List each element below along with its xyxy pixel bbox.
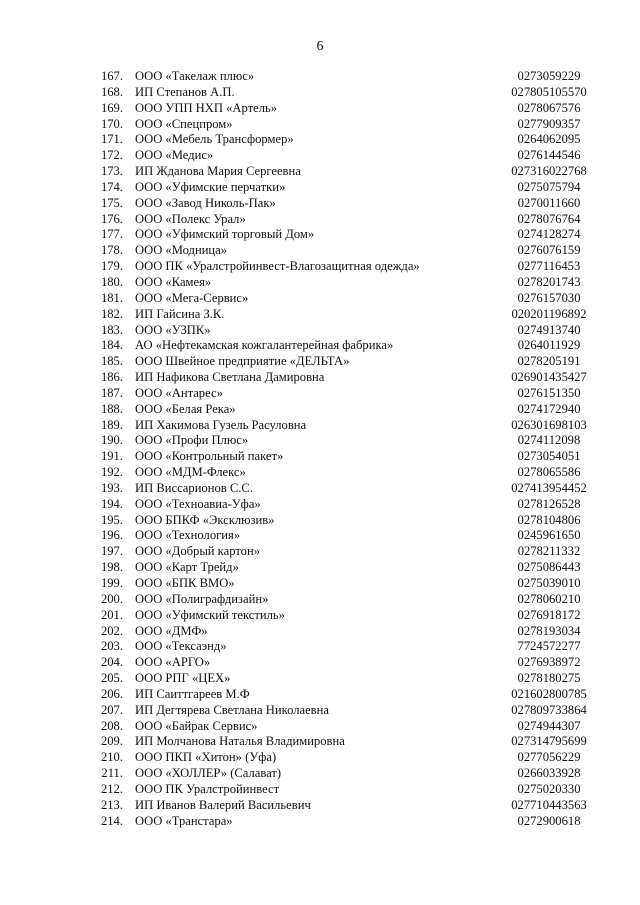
item-number: 200. [100, 591, 123, 606]
item-number: 170. [100, 116, 123, 131]
item-number: 209. [100, 734, 123, 749]
company-list [0, 69, 640, 830]
item-number: 191. [100, 449, 123, 464]
item-number: 188. [100, 401, 123, 416]
company-name: ООО ПК Уралстройинвест [135, 781, 280, 796]
tax-id: 0278067576 [517, 100, 581, 115]
list-item [0, 465, 640, 481]
list-item [0, 243, 640, 259]
list-item [0, 338, 640, 354]
tax-id: 0278201743 [517, 274, 581, 289]
item-number: 185. [100, 354, 123, 369]
tax-id: 0278060210 [517, 591, 581, 606]
company-name: ИП Степанов А.П. [135, 84, 235, 99]
list-item [0, 750, 640, 766]
item-number: 203. [100, 639, 123, 654]
tax-id: 0278205191 [517, 354, 581, 369]
company-name: ООО «Белая Река» [135, 401, 236, 416]
company-name: ООО «Транстара» [135, 813, 233, 828]
company-name: ООО «Мебель Трансформер» [135, 132, 294, 147]
tax-id: 0270011660 [517, 195, 581, 210]
item-number: 171. [100, 132, 123, 147]
list-item [0, 227, 640, 243]
item-number: 177. [100, 227, 123, 242]
item-number: 168. [100, 84, 123, 99]
company-name: ООО «Спецпром» [135, 116, 233, 131]
list-item [0, 624, 640, 640]
tax-id: 0278065586 [517, 465, 581, 480]
company-name: ООО «Мега-Сервис» [135, 290, 249, 305]
tax-id: 0273054051 [517, 449, 581, 464]
company-name: ООО «Контрольный пакет» [135, 449, 284, 464]
item-number: 184. [100, 338, 123, 353]
item-number: 212. [100, 781, 123, 796]
tax-id: 021602800785 [511, 686, 587, 701]
list-item [0, 687, 640, 703]
company-name: ООО «Техноавиа-Уфа» [135, 496, 261, 511]
tax-id: 0275039010 [517, 576, 581, 590]
tax-id: 0277116453 [517, 259, 581, 274]
tax-id: 0276938972 [517, 655, 581, 670]
tax-id: 0278180275 [517, 671, 581, 686]
tax-id: 0274172940 [517, 401, 581, 416]
item-number: 195. [100, 512, 123, 527]
tax-id: 0275086443 [517, 560, 581, 575]
company-name: ООО «ХОЛЛЕР» (Салават) [135, 766, 282, 781]
tax-id: 0274913740 [517, 322, 581, 337]
list-item [0, 608, 640, 624]
item-number: 213. [100, 797, 123, 812]
company-name: ООО «Уфимские перчатки» [135, 179, 286, 194]
company-name: ИП Дегтярева Светлана Николаевна [135, 702, 329, 717]
company-name: ИП Молчанова Наталья Владимировна [135, 734, 345, 749]
tax-id: 0277056229 [517, 750, 581, 765]
item-number: 211. [101, 766, 123, 781]
item-number: 183. [100, 322, 123, 337]
list-item [0, 402, 640, 418]
company-name: ООО «Камея» [135, 274, 212, 289]
tax-id: 0278076764 [517, 211, 581, 226]
list-item [0, 513, 640, 529]
tax-id: 027314795699 [511, 734, 587, 749]
company-name: ООО «Добрый картон» [135, 544, 260, 559]
company-name: ООО БПКФ «Эксклюзив» [135, 512, 275, 527]
item-number: 190. [100, 433, 123, 448]
list-item [0, 560, 640, 576]
company-name: ООО ПКП «Хитон» (Уфа) [135, 750, 277, 765]
tax-id: 0274128274 [517, 227, 581, 242]
tax-id: 027413954452 [511, 480, 587, 495]
company-name: ООО УПП НХП «Артель» [135, 100, 278, 115]
company-name: ИП Хакимова Гузель Расуловна [135, 417, 307, 432]
item-number: 175. [100, 195, 123, 210]
item-number: 193. [100, 480, 123, 495]
list-item [0, 85, 640, 101]
item-number: 179. [100, 259, 123, 274]
item-number: 207. [100, 702, 123, 717]
company-name: ООО «Полиграфдизайн» [135, 591, 269, 606]
company-name: ООО «Модница» [135, 243, 228, 258]
list-item [0, 354, 640, 370]
list-item [0, 671, 640, 687]
tax-id: 0274944307 [517, 718, 581, 733]
list-item [0, 117, 640, 133]
list-item [0, 418, 640, 434]
list-item [0, 196, 640, 212]
tax-id: 0278104806 [517, 512, 581, 527]
list-item [0, 719, 640, 735]
list-item [0, 734, 640, 750]
item-number: 198. [100, 560, 123, 575]
company-name: ООО «АРГО» [135, 655, 211, 670]
list-item [0, 497, 640, 513]
list-item [0, 307, 640, 323]
list-item [0, 576, 640, 592]
tax-id: 0264062095 [517, 132, 581, 147]
item-number: 210. [100, 750, 123, 765]
list-item [0, 782, 640, 798]
company-name: ООО «Профи Плюс» [135, 433, 249, 448]
item-number: 206. [100, 686, 123, 701]
tax-id: 027710443563 [511, 797, 587, 812]
company-name: ИП Нафикова Светлана Дамировна [135, 370, 325, 385]
page-number: 6 [316, 39, 324, 54]
company-name: АО «Нефтекамская кожгалантерейная фабрика» [135, 338, 394, 353]
list-item [0, 544, 640, 560]
item-number: 205. [100, 671, 123, 686]
company-name: ООО «МДМ-Флекс» [135, 465, 246, 480]
tax-id: 026301698103 [511, 417, 587, 432]
company-name: ООО «Уфимский текстиль» [135, 607, 285, 622]
company-name: ООО ПК «Уралстройинвест-Влагозащитная одежда» [135, 259, 420, 274]
item-number: 187. [100, 385, 123, 400]
tax-id: 0274112098 [517, 433, 581, 448]
item-number: 176. [100, 211, 123, 226]
list-item [0, 212, 640, 228]
item-number: 189. [100, 417, 123, 432]
company-name: ИП Иванов Валерий Васильевич [135, 797, 311, 812]
tax-id: 027809733864 [511, 702, 587, 717]
company-name: ООО «Медис» [135, 148, 214, 163]
item-number: 167. [100, 69, 123, 83]
company-name: ООО РПГ «ЦЕХ» [135, 671, 231, 686]
item-number: 174. [100, 179, 123, 194]
company-name: ООО «Завод Николь-Пак» [135, 195, 276, 210]
list-item [0, 386, 640, 402]
tax-id: 0275075794 [517, 179, 581, 194]
item-number: 182. [100, 306, 123, 321]
list-item [0, 259, 640, 275]
tax-id: 0276157030 [517, 290, 581, 305]
tax-id: 027316022768 [511, 164, 587, 179]
list-item [0, 655, 640, 671]
item-number: 214. [100, 813, 123, 828]
company-name: ООО «Технология» [135, 528, 241, 543]
tax-id: 0277909357 [517, 116, 581, 131]
list-item [0, 132, 640, 148]
company-name: ООО «Полекс Урал» [135, 211, 246, 226]
tax-id: 0266033928 [517, 766, 581, 781]
item-number: 178. [100, 243, 123, 258]
company-name: ООО «Антарес» [135, 385, 223, 400]
list-item [0, 433, 640, 449]
item-number: 194. [100, 496, 123, 511]
tax-id: 0273059229 [517, 69, 581, 83]
item-number: 181. [100, 290, 123, 305]
tax-id: 0276918172 [517, 607, 581, 622]
item-number: 202. [100, 623, 123, 638]
item-number: 169. [100, 100, 123, 115]
company-name: ИП Гайсина З.К. [135, 306, 225, 321]
tax-id: 0278193034 [517, 623, 581, 638]
tax-id: 0276144546 [517, 148, 581, 163]
tax-id: 027805105570 [511, 84, 587, 99]
tax-id: 0278126528 [517, 496, 581, 511]
list-item [0, 180, 640, 196]
list-item [0, 164, 640, 180]
list-item [0, 275, 640, 291]
item-number: 201. [100, 607, 123, 622]
list-item [0, 101, 640, 117]
list-item [0, 291, 640, 307]
item-number: 186. [100, 370, 123, 385]
item-number: 196. [100, 528, 123, 543]
tax-id: 0275020330 [517, 781, 581, 796]
item-number: 208. [100, 718, 123, 733]
list-item [0, 449, 640, 465]
item-number: 197. [100, 544, 123, 559]
tax-id: 0272900618 [517, 813, 581, 828]
list-item [0, 798, 640, 814]
company-name: ООО «Тексаэнд» [135, 639, 227, 654]
tax-id: 020201196892 [511, 306, 587, 321]
tax-id: 0276076159 [517, 243, 581, 258]
item-number: 204. [100, 655, 123, 670]
company-name: ИП Виссарионов С.С. [135, 480, 253, 495]
company-name: ООО Швейное предприятие «ДЕЛЬТА» [135, 354, 350, 369]
tax-id: 7724572277 [517, 639, 581, 654]
list-item [0, 323, 640, 339]
company-name: ООО «УЗПК» [135, 322, 211, 337]
list-item [0, 148, 640, 164]
company-name: ИП Жданова Мария Сергеевна [135, 164, 301, 179]
tax-id: 0264011929 [517, 338, 581, 353]
tax-id: 026901435427 [511, 370, 587, 385]
item-number: 192. [100, 465, 123, 480]
tax-id: 0278211332 [517, 544, 581, 559]
company-name: ООО «Уфимский торговый Дом» [135, 227, 315, 242]
tax-id: 0276151350 [517, 385, 581, 400]
list-item [0, 481, 640, 497]
list-item [0, 814, 640, 830]
item-number: 172. [100, 148, 123, 163]
company-name: ООО «БПК ВМО» [135, 576, 235, 590]
list-item [0, 69, 640, 85]
item-number: 199. [100, 576, 123, 590]
company-name: ООО «ДМФ» [135, 623, 208, 638]
tax-id: 0245961650 [517, 528, 581, 543]
item-number: 180. [100, 274, 123, 289]
company-name: ИП Саиттгареев М.Ф [135, 686, 250, 701]
company-name: ООО «Такелаж плюс» [135, 69, 255, 83]
list-item [0, 592, 640, 608]
company-name: ООО «Карт Трейд» [135, 560, 239, 575]
list-item [0, 639, 640, 655]
list-item [0, 370, 640, 386]
company-name: ООО «Байрак Сервис» [135, 718, 258, 733]
list-item [0, 766, 640, 782]
item-number: 173. [100, 164, 123, 179]
list-item [0, 528, 640, 544]
list-item [0, 703, 640, 719]
